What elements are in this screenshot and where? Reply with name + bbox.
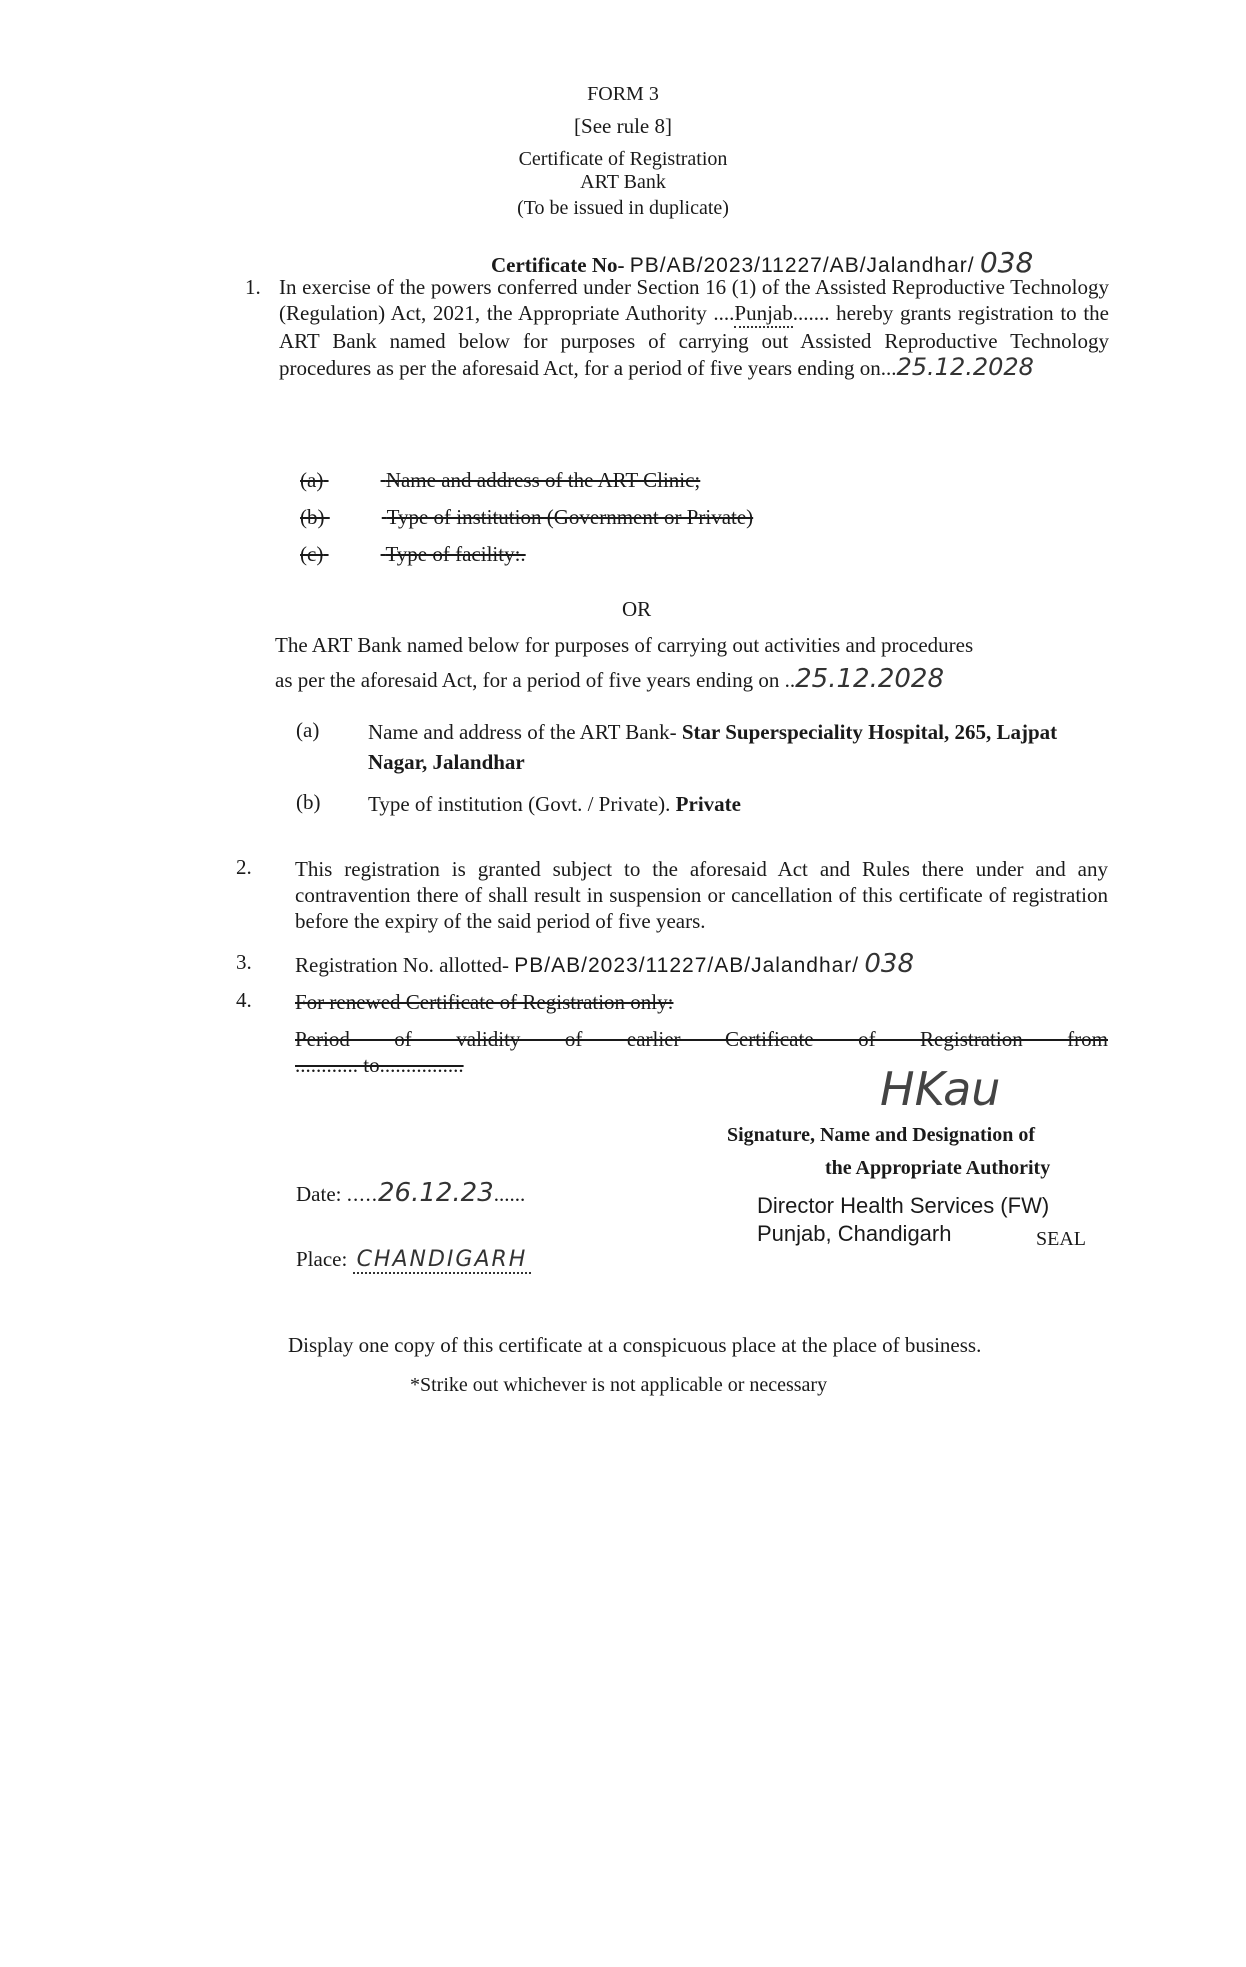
struck-item-c-text: Type of facility:. <box>385 542 526 566</box>
stamp-line-1: Director Health Services (FW) <box>757 1193 1050 1218</box>
date-value: 26.12.23 <box>377 1178 494 1208</box>
certificate-number: PB/AB/2023/11227/AB/Jalandhar/ <box>629 254 975 277</box>
item-3-number: 3. <box>236 950 252 974</box>
certificate-subtitle: ART Bank <box>580 171 666 193</box>
place-label: Place: <box>296 1247 348 1271</box>
footer-line-2: *Strike out whichever is not applicable or necessary <box>410 1374 828 1396</box>
detail-a-description: Name and address of the ART Bank- <box>368 720 677 744</box>
institution-type: Private <box>675 792 741 816</box>
item-4-line-2: Period of validity of earlier Certificate of Registration from <box>295 1027 1108 1051</box>
rule-reference: [See rule 8] <box>574 114 672 138</box>
item-4-number: 4. <box>236 988 252 1012</box>
alt-line-2 <box>275 666 944 693</box>
form-title: FORM 3 <box>587 83 659 105</box>
item-3-text <box>295 951 914 979</box>
item-2-number: 2. <box>236 855 252 879</box>
item-1-text-b: hereby grants registration to the ART Bank named below for purposes of carrying out Assisted Reproductive Technology procedures as per the aforesaid Act, for a period of five years ending on... <box>279 301 1109 380</box>
item-1-text: In exercise of the powers conferred under Section 16 (1) of the Assisted Reproductive Technology (Regulation) Act, 2021, the Appropriate Authority ....Punjab....... hereby grants registration to the ART Bank named below for purposes of carrying out Assisted Reproductive Technology procedures as per the aforesaid Act, for a period of five years ending on...25.12.2028 <box>279 275 1109 381</box>
struck-item-a-text: Name and address of the ART Clinic; <box>385 468 701 492</box>
alt-line-2-text: as per the aforesaid Act, for a period of five years ending on .. <box>275 668 796 692</box>
item-2-text: This registration is granted subject to the aforesaid Act and Rules there under and any contravention there of shall result in suspension or cancellation of this certificate of registration before the expiry of the said period of five years. <box>295 857 1108 933</box>
struck-item-b-text: Type of institution (Government or Private) <box>386 505 754 529</box>
struck-item-a-label: (a) <box>300 468 324 492</box>
or-separator: OR <box>622 597 652 621</box>
date-line: Date: .....26.12.23...... <box>296 1178 526 1208</box>
struck-item-c <box>300 541 526 567</box>
struck-item-a <box>300 467 700 493</box>
registration-number: PB/AB/2023/11227/AB/Jalandhar/ <box>514 954 860 977</box>
item-3-label: Registration No. allotted- <box>295 953 510 977</box>
item-1-authority: Punjab <box>734 300 792 328</box>
certificate-number-label: Certificate No- <box>491 253 625 277</box>
certificate-title: Certificate of Registration <box>518 148 728 170</box>
item-1-number: 1. <box>245 275 261 299</box>
item-1-text-a: In exercise of the powers conferred under Section 16 (1) of the Assisted Reproductive Technology (Regulation) Act, 2021, the Appropriate Authority .... <box>279 275 1109 325</box>
place-value: CHANDIGARH <box>353 1247 532 1274</box>
detail-a-text <box>368 717 1108 777</box>
struck-item-b-label: (b) <box>300 505 325 529</box>
detail-b-text <box>368 791 741 817</box>
certificate-number-handwritten: 038 <box>979 246 1034 279</box>
art-bank-name-address: Star Superspeciality Hospital, 265, Lajpat Nagar, Jalandhar <box>368 720 1058 774</box>
duplicate-note: (To be issued in duplicate) <box>517 197 729 219</box>
signature-caption-line-2: the Appropriate Authority <box>825 1157 1051 1179</box>
place-line <box>296 1246 531 1273</box>
item-4-line-3: ............ to................ <box>295 1053 464 1077</box>
seal-label: SEAL <box>1036 1228 1086 1250</box>
alt-end-date: 25.12.2028 <box>795 664 945 694</box>
footer-line-1: Display one copy of this certificate at a conspicuous place at the place of business. <box>288 1333 982 1357</box>
detail-b-description: Type of institution (Govt. / Private). <box>368 792 671 816</box>
signature-initials: HKau <box>880 1062 1001 1116</box>
struck-item-b <box>300 504 753 530</box>
date-label: Date: <box>296 1182 342 1206</box>
struck-item-c-label: (c) <box>300 542 324 566</box>
item-1-end-date: 25.12.2028 <box>896 353 1034 381</box>
alt-line-1: The ART Bank named below for purposes of carrying out activities and procedures <box>275 633 974 657</box>
detail-a-label: (a) <box>296 718 320 742</box>
signature-caption-line-1: Signature, Name and Designation of <box>727 1124 1035 1146</box>
detail-b-label: (b) <box>296 790 321 814</box>
registration-number-handwritten: 038 <box>864 949 915 979</box>
item-4-line-1: For renewed Certificate of Registration only: <box>295 990 674 1014</box>
stamp-line-2: Punjab, Chandigarh <box>757 1221 952 1246</box>
